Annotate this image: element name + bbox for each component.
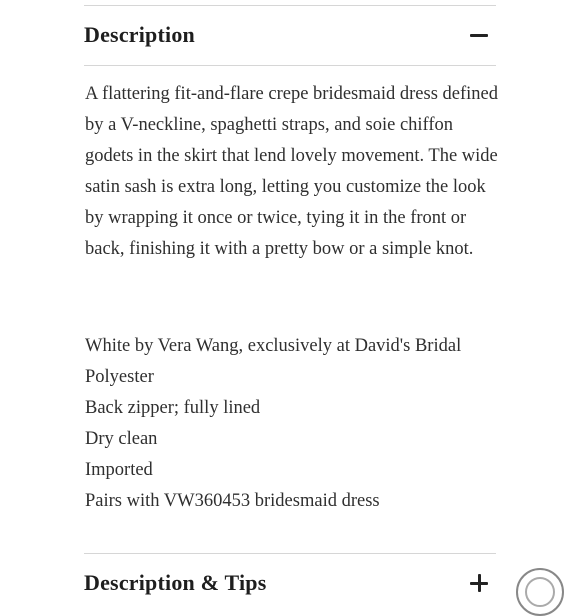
next-section-title: Description & Tips: [84, 570, 267, 595]
plus-icon[interactable]: [470, 573, 490, 593]
description-accordion-header[interactable]: [84, 6, 496, 64]
list-item: Polyester: [85, 367, 154, 387]
minus-icon-bar: [470, 34, 488, 37]
minus-icon[interactable]: [470, 25, 490, 45]
list-item: White by Vera Wang, exclusively at David's Bridal: [85, 336, 462, 356]
chat-button[interactable]: [516, 568, 564, 616]
list-item: Imported: [85, 460, 153, 480]
chat-icon: [525, 577, 555, 607]
description-body: [85, 79, 499, 265]
plus-icon-bar-v: [478, 574, 481, 592]
description-paragraph: A flattering fit-and-flare crepe bridesmaid dress defined by a V-neckline, spaghetti straps, and soie chiffon godets in the skirt that lend lovely movement. The wide satin sash is extra long, letting you customize the look by wrapping it once or twice, tying it in the front or back, finishing it with a pretty bow or a simple knot.: [85, 84, 498, 259]
next-accordion-header[interactable]: [84, 554, 496, 612]
list-item: Back zipper; fully lined: [85, 398, 261, 418]
list-item: Dry clean: [85, 429, 158, 449]
header-divider: [84, 65, 496, 66]
description-title: Description: [84, 22, 195, 47]
product-details-list: [85, 331, 499, 517]
list-item: Pairs with VW360453 bridesmaid dress: [85, 491, 380, 511]
